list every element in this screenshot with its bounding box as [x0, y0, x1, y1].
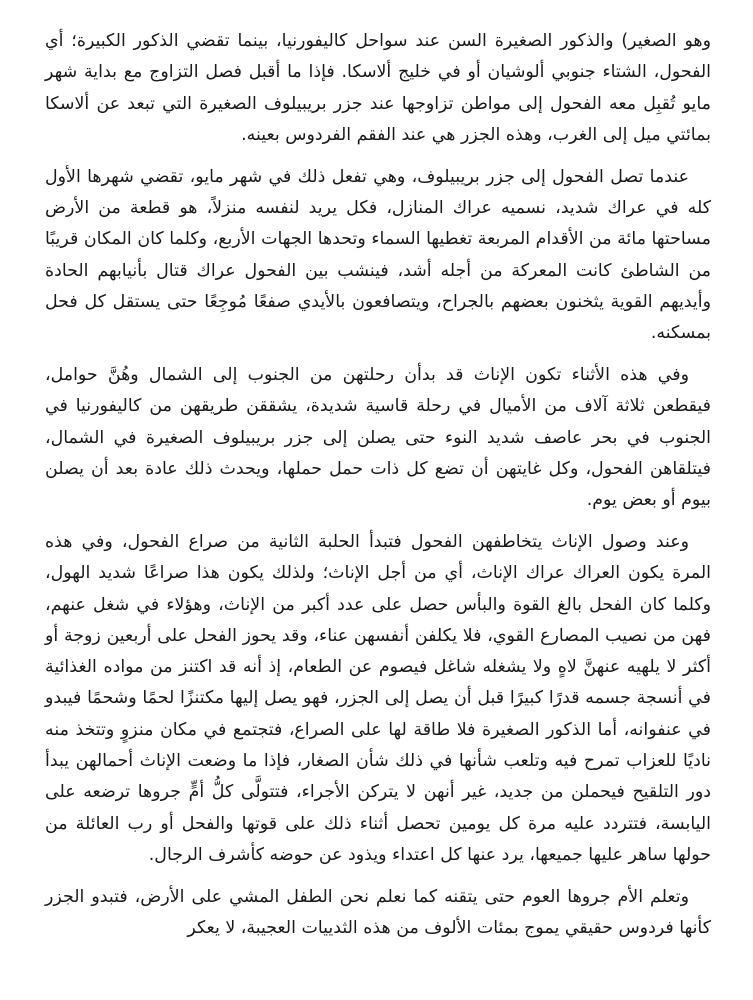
paragraph-1: وهو الصغير) والذكور الصغيرة السن عند سواحل كاليفورنيا، بينما تقضي الذكور الكبيرة؛ أي الفحول، الشتاء جنوبي ألوشيان أو في خليج ألاسكا. فإذا ما أقبل فصل التزاوج مع بداية شهر مايو تُقبِل معه الفحول إلى مواطن تزاوجها عند جزر بريبيلوف الصغيرة التي تبعد عن ألاسكا بمائتي ميل إلى الغرب، وهذه الجزر هي عند الفقم الفردوس بعينه. [45, 31, 711, 145]
body-text [45, 26, 711, 944]
paragraph-4: وعند وصول الإناث يتخاطفهن الفحول فتبدأ الحلبة الثانية من صراع الفحول، وفي هذه المرة يكون العراك عراك الإناث، أي من أجل الإناث؛ ولذلك يكون هذا صراعًا شديد الهول، وكلما كان الفحل بالغ القوة والبأس حصل على عدد أكبر من الإناث، وهؤلاء في شغل عنهم، فهن من نصيب المصارع القوي، فلا يكلفن أنفسهن عناء، وقد يحوز الفحل على أربعين زوجة أو أكثر لا يلهيه عنهنَّ لاهٍ ولا يشغله شاغل فيصوم عن الطعام، إذ أنه قد اكتنز من مواده الغذائية في أنسجة جسمه قدرًا كبيرًا قبل أن يصل إلى الجزر، فهو يصل إليها مكتنزًا لحمًا وشحمًا فيبدو في عنفوانه، أما الذكور الصغيرة فلا طاقة لها على الصراع، فتجتمع في مكان منزوٍ وتتخذ منه ناديًا للعزاب تمرح فيه وتلعب شأنها في ذلك شأن الصغار، فإذا ما وضعت الإناث أحمالهن يبدأ دور التلقيح فيحملن من جديد، غير أنهن لا يتركن الأجراء، فتتولَّى كلُّ أمٍّ جروها ترضعه على اليابسة، فتتردد عليه مرة كل يومين تحصل أثناء ذلك على قوتها والفحل أو رب العائلة من حولها ساهر عليها جميعها، يرد عنها كل اعتداء ويذود عن حوضه كأشرف الرجال. [45, 531, 711, 865]
paragraph-5: وتعلم الأم جروها العوم حتى يتقنه كما نعلم نحن الطفل المشي على الأرض، فتبدو الجزر كأنها فردوس حقيقي يموج بمئات الألوف من هذه الثدييات العجيبة، لا يعكر [45, 886, 711, 939]
paragraph-2: عندما تصل الفحول إلى جزر بريبيلوف، وهي تفعل ذلك في شهر مايو، تقضي شهرها الأول كله في عراك شديد، نسميه عراك المنازل، فكل يريد لنفسه منزلاً، هو قطعة من الأرض مساحتها مائة من الأقدام المربعة تغطيها السماء وتحدها الجهات الأربع، وكلما كان المكان قريبًا من الشاطئ كانت المعركة من أجله أشد، فينشب بين الفحول عراك قتال بأنيابهم الحادة وأيديهم القوية يثخنون بعضهم بالجراح، ويتصافعون بالأيدي صفعًا مُوجِعًا حتى يستقل كل فحل بمسكنه. [45, 166, 711, 344]
paragraph-3: وفي هذه الأثناء تكون الإناث قد بدأن رحلتهن من الجنوب إلى الشمال وهُنَّ حوامل، فيقطعن ثلاثة آلاف من الأميال في رحلة قاسية شديدة، يشققن طريقهن من كاليفورنيا في الجنوب في بحر عاصف شديد النوء حتى يصلن إلى جزر بريبيلوف الصغيرة في الشمال، فيتلقاهن الفحول، وكل غايتهن أن تضع كل ذات حمل حملها، ويحدث ذلك عادة بعد أن يصلن بيوم أو بعض يوم. [45, 364, 711, 511]
